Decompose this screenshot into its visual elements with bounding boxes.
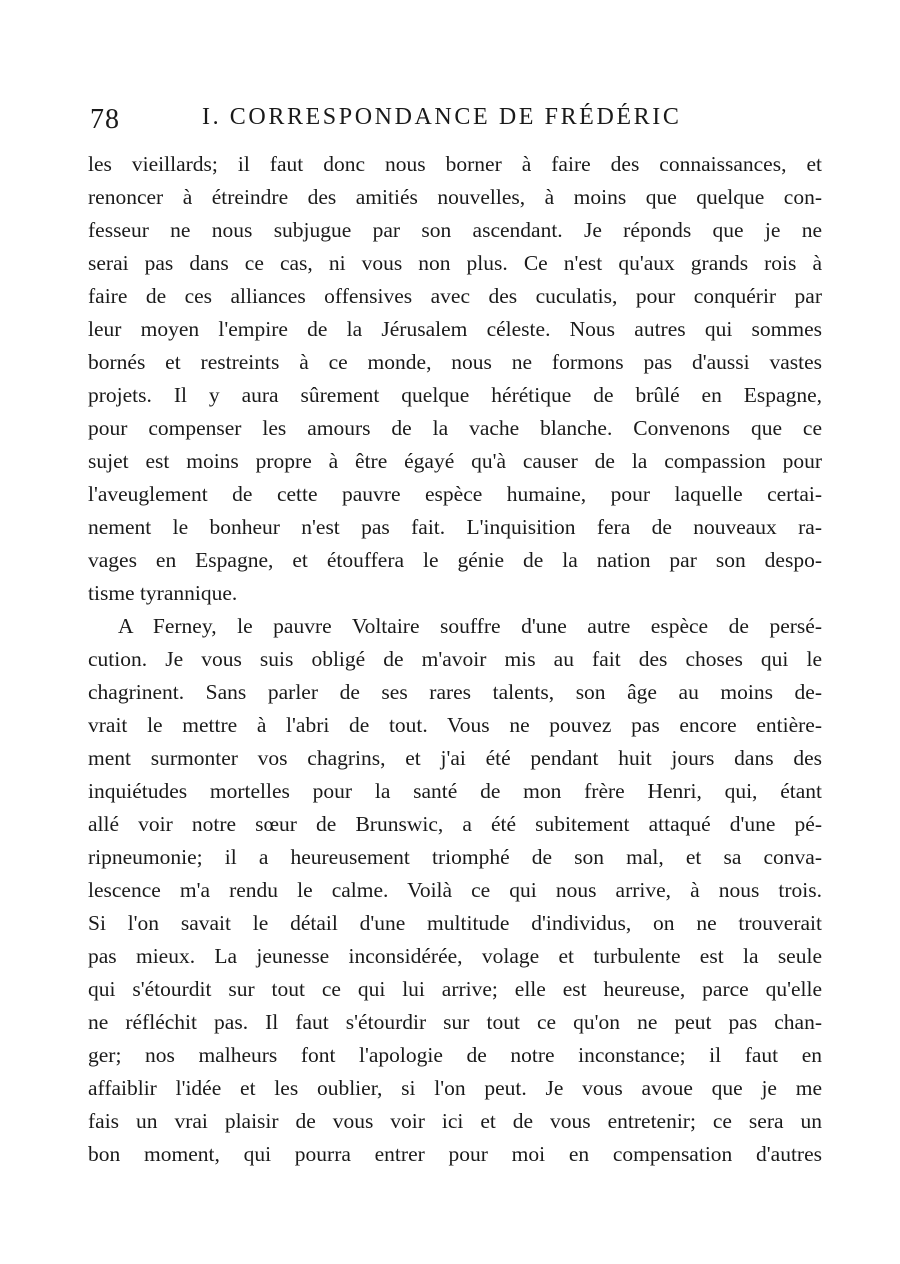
paragraph-2: [88, 610, 822, 1171]
text-line: tisme tyrannique.: [88, 581, 238, 605]
page-number: 78: [90, 104, 120, 135]
text-line: Si l'on savait le détail d'une multitude d'individus, on ne trouverait: [88, 911, 822, 935]
text-line: A Ferney, le pauvre Voltaire souffre d'une autre espèce de persé-: [118, 614, 822, 638]
text-line: bon moment, qui pourra entrer pour moi en compensation d'autres: [88, 1142, 822, 1166]
text-line: sujet est moins propre à être égayé qu'à causer de la compassion pour: [88, 449, 822, 473]
text-line: affaiblir l'idée et les oublier, si l'on peut. Je vous avoue que je me: [88, 1076, 822, 1100]
text-line: nement le bonheur n'est pas fait. L'inquisition fera de nouveaux ra-: [88, 515, 822, 539]
text-line: vrait le mettre à l'abri de tout. Vous ne pouvez pas encore entière-: [88, 713, 822, 737]
text-line: les vieillards; il faut donc nous borner à faire des connaissances, et: [88, 152, 822, 176]
text-line: ne réfléchit pas. Il faut s'étourdir sur tout ce qu'on ne peut pas chan-: [88, 1010, 822, 1034]
text-line: serai pas dans ce cas, ni vous non plus. Ce n'est qu'aux grands rois à: [88, 251, 822, 275]
text-line: chagrinent. Sans parler de ses rares talents, son âge au moins de-: [88, 680, 822, 704]
text-line: fesseur ne nous subjugue par son ascendant. Je réponds que je ne: [88, 218, 822, 242]
text-line: ger; nos malheurs font l'apologie de notre inconstance; il faut en: [88, 1043, 822, 1067]
text-line: cution. Je vous suis obligé de m'avoir mis au fait des choses qui le: [88, 647, 822, 671]
text-line: qui s'étourdit sur tout ce qui lui arrive; elle est heureuse, parce qu'elle: [88, 977, 822, 1001]
text-line: fais un vrai plaisir de vous voir ici et de vous entretenir; ce sera un: [88, 1109, 822, 1133]
text-line: ripneumonie; il a heureusement triomphé de son mal, et sa conva-: [88, 845, 822, 869]
text-line: pas mieux. La jeunesse inconsidérée, volage et turbulente est la seule: [88, 944, 822, 968]
text-line: l'aveuglement de cette pauvre espèce humaine, pour laquelle certai-: [88, 482, 822, 506]
text-line: inquiétudes mortelles pour la santé de mon frère Henri, qui, étant: [88, 779, 822, 803]
text-line: leur moyen l'empire de la Jérusalem céleste. Nous autres qui sommes: [88, 317, 822, 341]
text-line: bornés et restreints à ce monde, nous ne formons pas d'aussi vastes: [88, 350, 822, 374]
paragraph-1: [88, 148, 822, 610]
text-line: lescence m'a rendu le calme. Voilà ce qui nous arrive, à nous trois.: [88, 878, 822, 902]
text-line: projets. Il y aura sûrement quelque hérétique de brûlé en Espagne,: [88, 383, 822, 407]
text-line: allé voir notre sœur de Brunswic, a été subitement attaqué d'une pé-: [88, 812, 822, 836]
page-header: [90, 104, 820, 140]
text-line: pour compenser les amours de la vache blanche. Convenons que ce: [88, 416, 822, 440]
text-line: vages en Espagne, et étouffera le génie de la nation par son despo-: [88, 548, 822, 572]
text-line: renoncer à étreindre des amitiés nouvelles, à moins que quelque con-: [88, 185, 822, 209]
running-head: I. CORRESPONDANCE DE FRÉDÉRIC: [202, 104, 682, 130]
text-line: faire de ces alliances offensives avec des cuculatis, pour conquérir par: [88, 284, 822, 308]
body-text: [88, 148, 822, 1171]
text-line: ment surmonter vos chagrins, et j'ai été pendant huit jours dans des: [88, 746, 822, 770]
